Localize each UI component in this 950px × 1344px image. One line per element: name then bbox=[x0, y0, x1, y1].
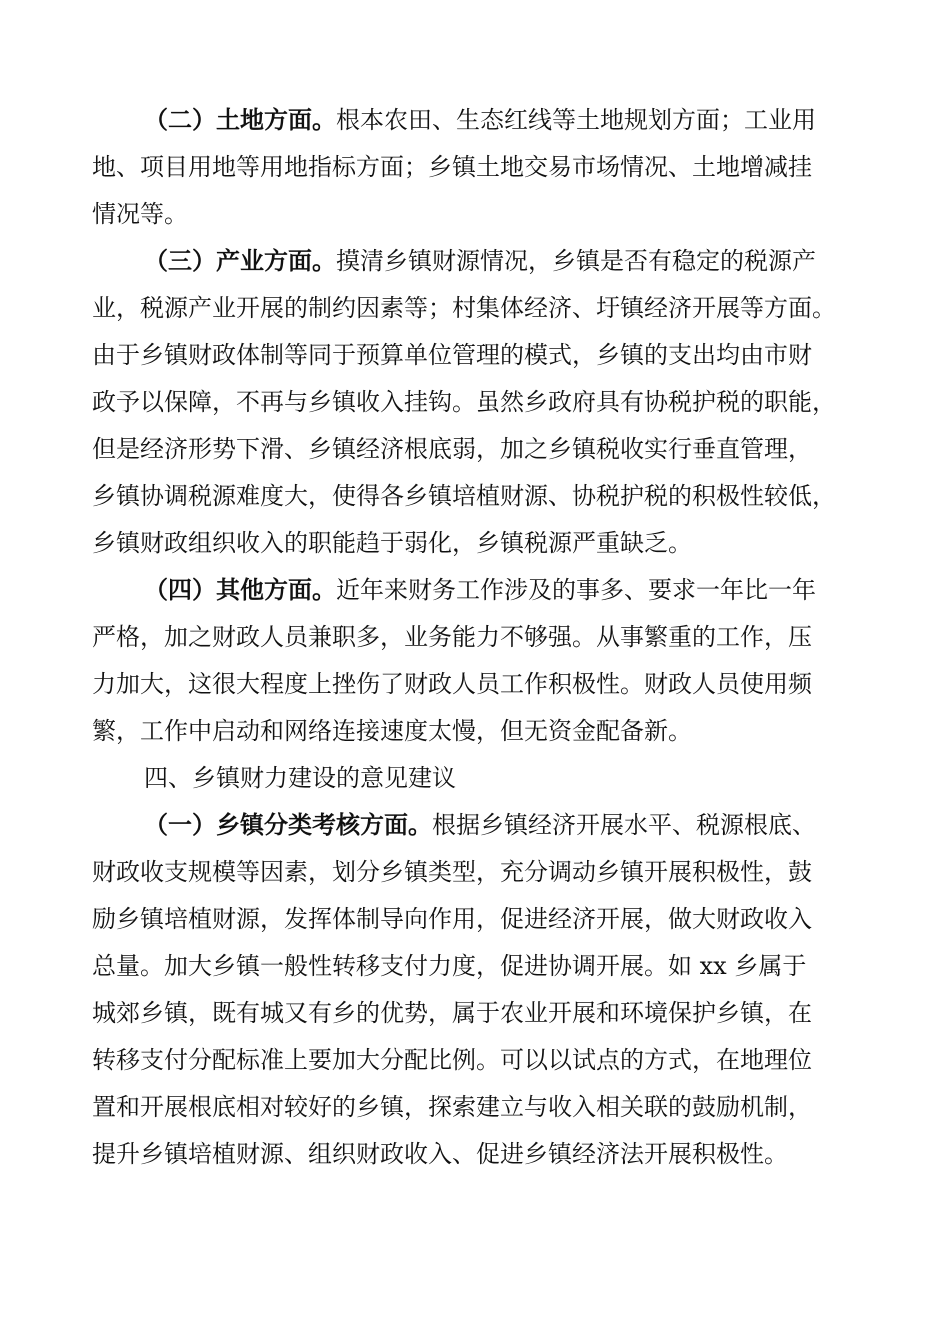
paragraph-heading: （一）乡镇分类考核方面。 bbox=[144, 811, 432, 839]
paragraph-line: 政予以保障，不再与乡镇收入挂钩。虽然乡政府具有协税护税的职能， bbox=[92, 388, 836, 416]
paragraph-line: 地、项目用地等用地指标方面；乡镇土地交易市场情况、土地增减挂 bbox=[92, 153, 812, 181]
paragraph-line: 乡镇财政组织收入的职能趋于弱化，乡镇税源严重缺乏。 bbox=[92, 529, 692, 557]
paragraph-line: 业，税源产业开展的制约因素等；村集体经济、圩镇经济开展等方面。 bbox=[92, 294, 836, 322]
paragraph-line: 乡镇协调税源难度大，使得各乡镇培植财源、协税护税的积极性较低， bbox=[92, 482, 836, 510]
paragraph-line: 情况等。 bbox=[92, 200, 188, 228]
paragraph-line: 严格，加之财政人员兼职多，业务能力不够强。从事繁重的工作，压 bbox=[92, 623, 812, 651]
paragraph-line: 城郊乡镇，既有城又有乡的优势，属于农业开展和环境保护乡镇，在 bbox=[92, 999, 812, 1027]
paragraph-heading: （三）产业方面。 bbox=[144, 247, 336, 275]
paragraph-line: 总量。加大乡镇一般性转移支付力度，促进协调开展。如 xx 乡属于 bbox=[92, 952, 807, 980]
paragraph-line: 置和开展根底相对较好的乡镇，探索建立与收入相关联的鼓励机制， bbox=[92, 1093, 812, 1121]
paragraph-line: 由于乡镇财政体制等同于预算单位管理的模式，乡镇的支出均由市财 bbox=[92, 341, 812, 369]
paragraph-line: （三）产业方面。摸清乡镇财源情况，乡镇是否有稳定的税源产 bbox=[144, 247, 816, 275]
paragraph-line: 力加大，这很大程度上挫伤了财政人员工作积极性。财政人员使用频 bbox=[92, 670, 812, 698]
section-title: 四、乡镇财力建设的意见建议 bbox=[144, 764, 456, 792]
paragraph-line: 繁，工作中启动和网络连接速度太慢，但无资金配备新。 bbox=[92, 717, 692, 745]
paragraph-line: 转移支付分配标准上要加大分配比例。可以以试点的方式，在地理位 bbox=[92, 1046, 812, 1074]
paragraph-line: （四）其他方面。近年来财务工作涉及的事多、要求一年比一年 bbox=[144, 576, 816, 604]
paragraph-line: 财政收支规模等因素，划分乡镇类型，充分调动乡镇开展积极性，鼓 bbox=[92, 858, 812, 886]
paragraph-heading: （二）土地方面。 bbox=[144, 106, 336, 134]
paragraph-line: （一）乡镇分类考核方面。根据乡镇经济开展水平、税源根底、 bbox=[144, 811, 816, 839]
paragraph-line: （二）土地方面。根本农田、生态红线等土地规划方面；工业用 bbox=[144, 106, 816, 134]
paragraph-line: 但是经济形势下滑、乡镇经济根底弱，加之乡镇税收实行垂直管理， bbox=[92, 435, 812, 463]
paragraph-line: 提升乡镇培植财源、组织财政收入、促进乡镇经济法开展积极性。 bbox=[92, 1140, 788, 1168]
paragraph-heading: （四）其他方面。 bbox=[144, 576, 336, 604]
paragraph-line: 励乡镇培植财源，发挥体制导向作用，促进经济开展，做大财政收入 bbox=[92, 905, 812, 933]
